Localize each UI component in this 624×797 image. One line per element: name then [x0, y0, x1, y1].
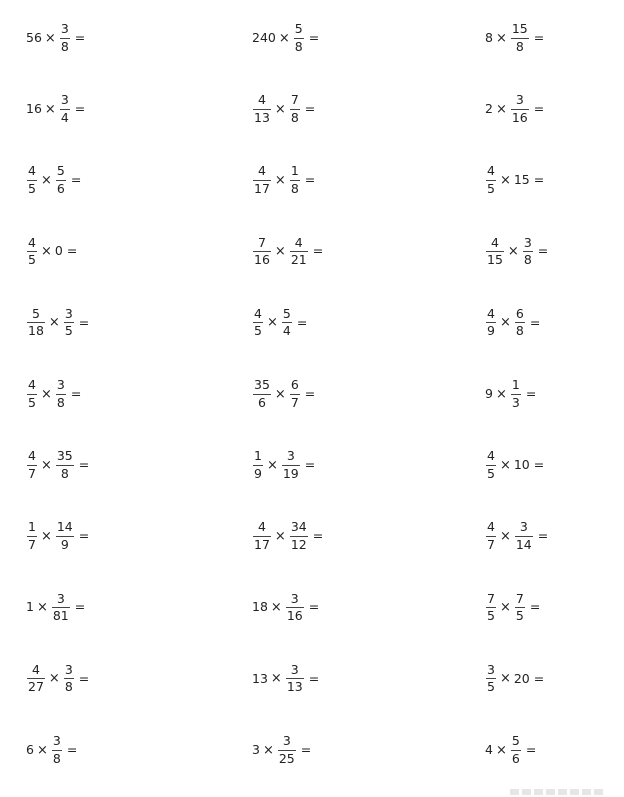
- numerator: 4: [28, 163, 36, 179]
- denominator: 4: [60, 109, 69, 125]
- denominator: 7: [290, 394, 299, 410]
- numerator: 3: [60, 92, 69, 108]
- problem: [252, 735, 311, 765]
- denominator: 5: [487, 180, 495, 196]
- problem: [26, 521, 89, 551]
- whole-number: 240: [252, 29, 276, 45]
- times-sign: ×: [40, 172, 52, 188]
- numerator: 7: [290, 92, 299, 108]
- numerator: 5: [31, 305, 40, 321]
- denominator: 4: [282, 323, 291, 339]
- numerator: 3: [487, 661, 495, 677]
- numerator: 7: [515, 590, 524, 606]
- problem: [26, 234, 78, 268]
- numerator: 3: [64, 305, 73, 321]
- denominator: 7: [28, 536, 36, 552]
- equals-sign: =: [66, 243, 78, 259]
- denominator: 16: [511, 109, 528, 125]
- numerator: 4: [487, 519, 495, 535]
- problem: [26, 590, 86, 624]
- denominator: 18: [28, 323, 44, 339]
- whole-number: 10: [513, 456, 530, 472]
- whole-number: 2: [485, 100, 493, 116]
- times-sign: ×: [499, 671, 511, 687]
- fraction: [52, 590, 70, 624]
- fraction: [511, 735, 521, 765]
- whole-number: 4: [485, 741, 493, 757]
- numerator: 3: [60, 21, 69, 36]
- numerator: 3: [286, 448, 295, 464]
- fraction: [515, 590, 525, 624]
- times-sign: ×: [274, 101, 286, 117]
- problem: [26, 379, 81, 409]
- times-sign: ×: [36, 742, 48, 758]
- times-sign: ×: [499, 315, 511, 331]
- times-sign: ×: [48, 671, 60, 687]
- equals-sign: =: [533, 29, 545, 45]
- denominator: 5: [487, 608, 495, 624]
- denominator: 5: [28, 180, 36, 196]
- times-sign: ×: [40, 244, 52, 260]
- denominator: 12: [290, 536, 307, 552]
- times-sign: ×: [48, 315, 60, 331]
- problem: [485, 521, 548, 551]
- denominator: 5: [487, 679, 495, 695]
- fraction: [253, 379, 271, 409]
- fraction: [56, 450, 74, 480]
- problem: [252, 165, 315, 195]
- denominator: 5: [487, 465, 495, 481]
- numerator: 35: [56, 448, 73, 464]
- denominator: 27: [28, 679, 44, 695]
- numerator: 4: [257, 163, 266, 179]
- fraction: [27, 661, 45, 695]
- denominator: 6: [511, 750, 520, 766]
- fraction: [253, 521, 271, 551]
- fraction: [511, 94, 529, 124]
- times-sign: ×: [495, 101, 507, 117]
- problem: [485, 23, 544, 53]
- denominator: 9: [254, 465, 262, 481]
- equals-sign: =: [78, 456, 90, 472]
- fraction: [515, 305, 525, 339]
- equals-sign: =: [529, 599, 541, 615]
- times-sign: ×: [274, 172, 286, 188]
- times-sign: ×: [44, 30, 56, 46]
- problem: [485, 735, 536, 765]
- problem: [26, 661, 90, 695]
- numerator: 5: [282, 305, 291, 321]
- fraction: [253, 305, 263, 339]
- fraction: [253, 234, 271, 268]
- whole-number: 18: [252, 599, 268, 615]
- numerator: 3: [52, 733, 61, 748]
- fraction: [253, 450, 263, 480]
- numerator: 4: [487, 448, 495, 464]
- fraction: [64, 305, 74, 339]
- fraction: [486, 521, 496, 551]
- numerator: 6: [290, 377, 299, 392]
- times-sign: ×: [36, 600, 48, 616]
- equals-sign: =: [304, 172, 316, 188]
- denominator: 13: [286, 679, 303, 695]
- denominator: 8: [52, 750, 61, 766]
- fraction: [278, 735, 296, 765]
- problem: [485, 661, 545, 695]
- problem: [252, 234, 324, 268]
- problem: [485, 234, 549, 268]
- fraction: [27, 521, 37, 551]
- times-sign: ×: [499, 457, 511, 473]
- whole-number: 15: [513, 172, 530, 188]
- equals-sign: =: [304, 385, 316, 401]
- denominator: 8: [64, 679, 73, 695]
- whole-number: 20: [513, 670, 530, 686]
- problem: [26, 735, 77, 765]
- equals-sign: =: [308, 599, 320, 615]
- fraction: [286, 590, 304, 624]
- equals-sign: =: [304, 456, 316, 472]
- denominator: 9: [487, 323, 495, 339]
- times-sign: ×: [499, 172, 511, 188]
- problem: [485, 379, 536, 409]
- times-sign: ×: [266, 457, 278, 473]
- whole-number: 0: [54, 243, 63, 259]
- times-sign: ×: [499, 528, 511, 544]
- problem: [252, 94, 315, 124]
- denominator: 9: [60, 536, 69, 552]
- equals-sign: =: [300, 741, 312, 757]
- denominator: 7: [28, 465, 36, 481]
- equals-sign: =: [533, 670, 545, 686]
- fraction: [290, 165, 300, 195]
- fraction: [290, 521, 308, 551]
- numerator: 35: [254, 377, 270, 392]
- denominator: 81: [52, 608, 69, 624]
- numerator: 3: [56, 590, 65, 606]
- numerator: 3: [290, 590, 299, 606]
- fraction: [523, 234, 533, 268]
- numerator: 3: [282, 733, 291, 748]
- denominator: 16: [286, 608, 303, 624]
- denominator: 8: [294, 38, 303, 54]
- equals-sign: =: [533, 100, 545, 116]
- denominator: 16: [254, 252, 270, 268]
- fraction: [64, 661, 74, 695]
- numerator: 4: [28, 448, 36, 464]
- fraction: [253, 165, 271, 195]
- equals-sign: =: [74, 599, 86, 615]
- denominator: 8: [60, 465, 69, 481]
- numerator: 7: [257, 234, 266, 250]
- equals-sign: =: [533, 456, 545, 472]
- fraction: [486, 305, 496, 339]
- fraction: [515, 521, 533, 551]
- denominator: 5: [28, 394, 36, 410]
- denominator: 5: [515, 608, 524, 624]
- equals-sign: =: [537, 243, 549, 259]
- times-sign: ×: [274, 386, 286, 402]
- whole-number: 3: [252, 741, 260, 757]
- numerator: 3: [56, 377, 65, 392]
- equals-sign: =: [308, 29, 320, 45]
- numerator: 4: [31, 661, 40, 677]
- times-sign: ×: [40, 386, 52, 402]
- numerator: 3: [515, 92, 524, 108]
- denominator: 5: [254, 323, 262, 339]
- fraction: [52, 735, 62, 765]
- numerator: 14: [56, 519, 73, 535]
- fraction: [486, 234, 504, 268]
- times-sign: ×: [274, 528, 286, 544]
- fraction: [27, 165, 37, 195]
- equals-sign: =: [312, 528, 324, 544]
- problem: [252, 661, 320, 695]
- denominator: 21: [290, 252, 307, 268]
- whole-number: 8: [485, 29, 493, 45]
- denominator: 6: [257, 394, 266, 410]
- denominator: 15: [487, 252, 503, 268]
- denominator: 8: [523, 252, 532, 268]
- numerator: 6: [515, 305, 524, 321]
- fraction: [511, 23, 529, 53]
- numerator: 15: [511, 21, 528, 36]
- times-sign: ×: [274, 244, 286, 260]
- times-sign: ×: [270, 600, 282, 616]
- fraction: [286, 661, 304, 695]
- problem: [485, 450, 544, 480]
- times-sign: ×: [44, 101, 56, 117]
- numerator: 4: [487, 305, 495, 321]
- denominator: 8: [60, 38, 69, 54]
- equals-sign: =: [296, 314, 308, 330]
- numerator: 1: [254, 448, 262, 464]
- numerator: 34: [290, 519, 307, 535]
- equals-sign: =: [308, 670, 320, 686]
- fraction: [486, 661, 496, 695]
- problem: [252, 521, 323, 551]
- numerator: 4: [254, 305, 262, 321]
- problem: [252, 305, 308, 339]
- fraction: [290, 234, 308, 268]
- fraction: [27, 305, 45, 339]
- times-sign: ×: [495, 742, 507, 758]
- fraction: [60, 23, 70, 53]
- equals-sign: =: [78, 528, 90, 544]
- watermark: [510, 789, 606, 795]
- times-sign: ×: [495, 386, 507, 402]
- times-sign: ×: [270, 671, 282, 687]
- problem: [26, 305, 90, 339]
- fraction: [290, 379, 300, 409]
- fraction: [56, 521, 74, 551]
- whole-number: 56: [26, 29, 42, 45]
- denominator: 5: [64, 323, 73, 339]
- fraction: [60, 94, 70, 124]
- numerator: 1: [28, 519, 36, 535]
- problem: [485, 94, 544, 124]
- fraction: [290, 94, 300, 124]
- fraction: [486, 450, 496, 480]
- problem: [485, 590, 541, 624]
- denominator: 17: [254, 536, 270, 552]
- denominator: 3: [511, 394, 520, 410]
- problem: [26, 165, 81, 195]
- problem: [26, 450, 89, 480]
- numerator: 4: [28, 234, 36, 250]
- numerator: 4: [257, 92, 266, 108]
- equals-sign: =: [533, 172, 545, 188]
- equals-sign: =: [78, 670, 90, 686]
- numerator: 1: [290, 163, 299, 179]
- denominator: 8: [290, 180, 299, 196]
- problem: [26, 23, 85, 53]
- whole-number: 6: [26, 741, 34, 757]
- fraction: [27, 234, 37, 268]
- equals-sign: =: [70, 385, 82, 401]
- numerator: 3: [64, 661, 73, 677]
- numerator: 4: [28, 377, 36, 392]
- times-sign: ×: [278, 30, 290, 46]
- denominator: 25: [278, 750, 295, 766]
- equals-sign: =: [525, 385, 537, 401]
- numerator: 5: [56, 163, 65, 179]
- numerator: 7: [487, 590, 495, 606]
- fraction: [27, 450, 37, 480]
- denominator: 17: [254, 180, 270, 196]
- denominator: 19: [282, 465, 299, 481]
- fraction: [486, 165, 496, 195]
- equals-sign: =: [537, 528, 549, 544]
- times-sign: ×: [495, 30, 507, 46]
- numerator: 5: [511, 733, 520, 748]
- fraction: [282, 305, 292, 339]
- equals-sign: =: [74, 29, 86, 45]
- equals-sign: =: [66, 741, 78, 757]
- numerator: 4: [487, 163, 495, 179]
- fraction: [282, 450, 300, 480]
- numerator: 1: [511, 377, 520, 392]
- equals-sign: =: [529, 314, 541, 330]
- denominator: 8: [515, 38, 524, 54]
- whole-number: 9: [485, 385, 493, 401]
- numerator: 3: [519, 519, 528, 535]
- equals-sign: =: [74, 100, 86, 116]
- denominator: 8: [290, 109, 299, 125]
- fraction: [27, 379, 37, 409]
- equals-sign: =: [525, 741, 537, 757]
- numerator: 5: [294, 21, 303, 36]
- fraction: [294, 23, 304, 53]
- fraction: [253, 94, 271, 124]
- denominator: 8: [515, 323, 524, 339]
- problem: [252, 379, 315, 409]
- denominator: 14: [515, 536, 532, 552]
- times-sign: ×: [507, 244, 519, 260]
- fraction: [56, 379, 66, 409]
- fraction: [511, 379, 521, 409]
- problem: [252, 450, 315, 480]
- whole-number: 1: [26, 599, 34, 615]
- times-sign: ×: [499, 600, 511, 616]
- whole-number: 16: [26, 100, 42, 116]
- numerator: 4: [257, 519, 266, 535]
- equals-sign: =: [312, 243, 324, 259]
- problem: [26, 94, 85, 124]
- equals-sign: =: [304, 100, 316, 116]
- problem: [485, 165, 544, 195]
- fraction: [56, 165, 66, 195]
- numerator: 4: [294, 234, 303, 250]
- times-sign: ×: [266, 315, 278, 331]
- times-sign: ×: [262, 742, 274, 758]
- denominator: 13: [254, 109, 270, 125]
- equals-sign: =: [78, 314, 90, 330]
- denominator: 6: [56, 180, 65, 196]
- problem: [485, 305, 541, 339]
- problem: [252, 23, 319, 53]
- numerator: 3: [290, 661, 299, 677]
- times-sign: ×: [40, 528, 52, 544]
- times-sign: ×: [40, 457, 52, 473]
- whole-number: 13: [252, 670, 268, 686]
- denominator: 8: [56, 394, 65, 410]
- problem: [252, 590, 320, 624]
- denominator: 5: [28, 252, 36, 268]
- equals-sign: =: [70, 172, 82, 188]
- numerator: 4: [490, 234, 499, 250]
- fraction: [486, 590, 496, 624]
- numerator: 3: [523, 234, 532, 250]
- denominator: 7: [487, 536, 495, 552]
